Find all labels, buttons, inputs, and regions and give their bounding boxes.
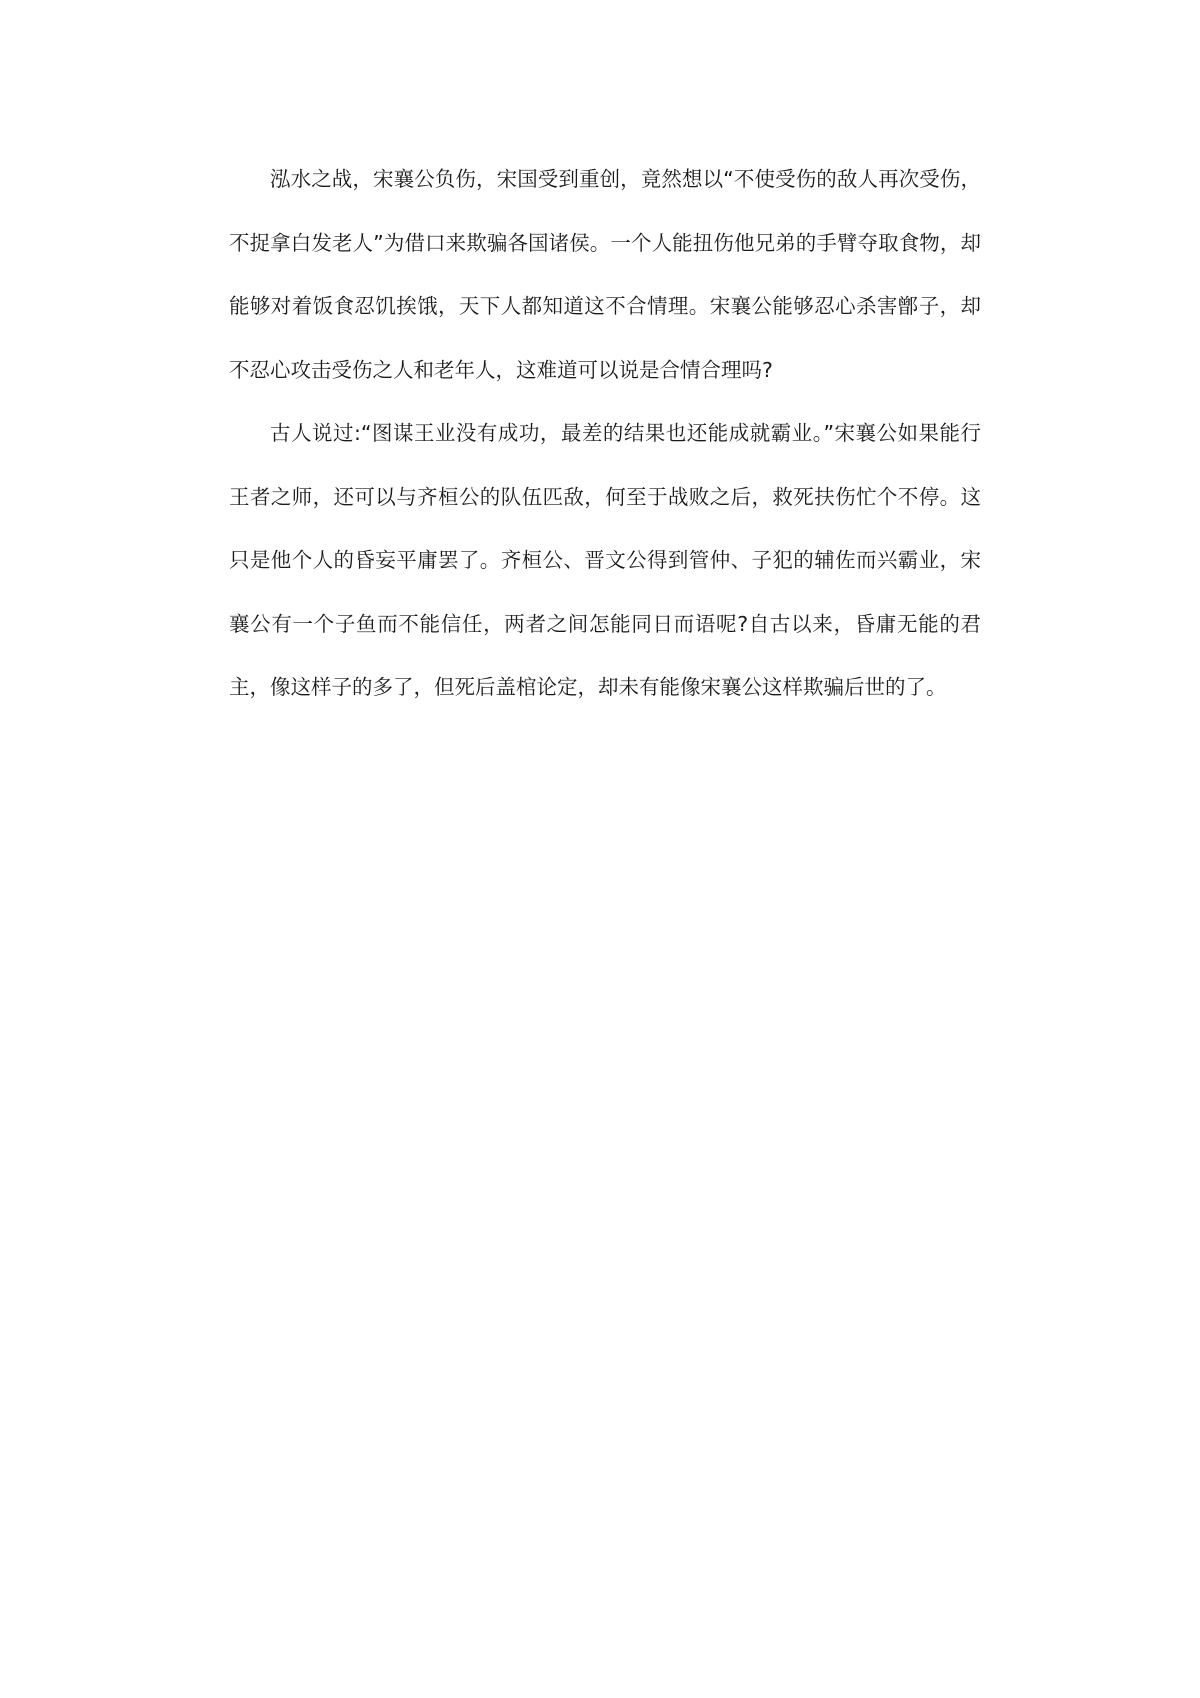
paragraph-1: 泓水之战，宋襄公负伤，宋国受到重创，竟然想以“不使受伤的敌人再次受伤，不捉拿白发老人”为借口来欺骗各国诸侯。一个人能扭伤他兄弟的手臂夺取食物，却能够对着饭食忍饥挨饿，天下人都知道这不合情理。宋襄公能够忍心杀害鄫子，却不忍心攻击受伤之人和老年人，这难道可以说是合情合理吗? [229,167,981,382]
paragraph-2: 古人说过:“图谋王业没有成功，最差的结果也还能成就霸业。”宋襄公如果能行王者之师，还可以与齐桓公的队伍匹敌，何至于战败之后，救死扶伤忙个不停。这只是他个人的昏妄平庸罢了。齐桓公、晋文公得到管仲、子犯的辅佐而兴霸业，宋襄公有一个子鱼而不能信任，两者之间怎能同日而语呢?自古以来，昏庸无能的君主，像这样子的多了，但死后盖棺论定，却未有能像宋襄公这样欺骗后世的了。 [229,421,981,699]
document-body [229,148,981,720]
